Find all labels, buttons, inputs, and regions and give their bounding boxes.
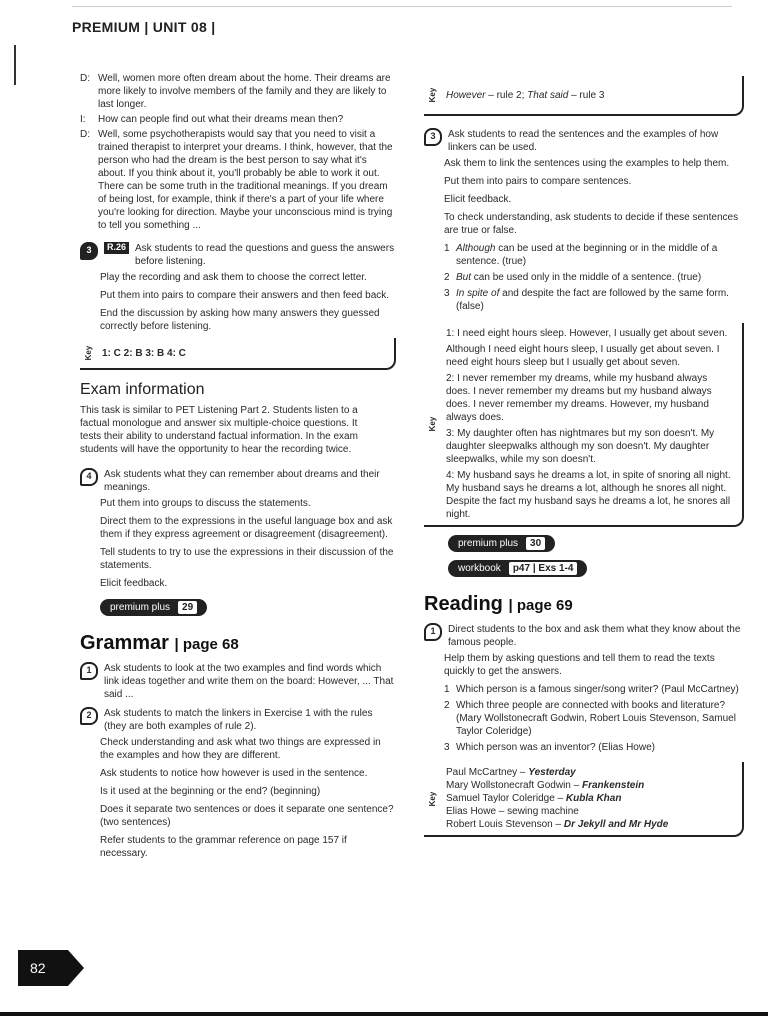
section-page: | page 69 bbox=[508, 597, 573, 614]
step-4 bbox=[80, 468, 396, 494]
step-3 bbox=[80, 242, 396, 268]
list-text: and despite the fact are followed by the same form. (false) bbox=[456, 288, 729, 312]
dialogue-text: How can people find out what their dreams mean then? bbox=[98, 114, 344, 125]
top-rule bbox=[72, 6, 732, 7]
paragraph: End the discussion by asking how many answers they guessed correctly before listening. bbox=[100, 308, 380, 332]
key-line bbox=[446, 805, 734, 818]
list-text: Which person was an inventor? (Elias Howe) bbox=[456, 742, 655, 753]
step-3-right bbox=[424, 128, 744, 154]
section-title: Grammar bbox=[80, 631, 169, 654]
list-item bbox=[444, 741, 744, 754]
right-column bbox=[424, 76, 744, 837]
paragraph: Does it separate two sentences or does it separate one sentence? (two sentences) bbox=[100, 803, 394, 828]
premium-plus-badge bbox=[100, 599, 207, 616]
true-false-list bbox=[424, 242, 744, 313]
key-text: – rule 3 bbox=[568, 89, 605, 101]
step-3-paras bbox=[80, 271, 396, 333]
badges bbox=[424, 531, 744, 581]
page-number bbox=[18, 950, 68, 986]
paragraph: To check understanding, ask students to decide if these sentences are true or false. bbox=[444, 212, 739, 236]
reading-heading bbox=[424, 591, 744, 617]
list-number: 3 bbox=[444, 288, 450, 299]
grammar-heading bbox=[80, 630, 396, 656]
margin-mark bbox=[14, 45, 16, 85]
premium-plus-badge bbox=[448, 535, 555, 552]
reading-step-1 bbox=[424, 623, 744, 649]
step-number: 1 bbox=[424, 623, 442, 641]
key-label: Key bbox=[428, 416, 438, 432]
key-term: That said bbox=[527, 89, 569, 101]
step-3-right-paras bbox=[424, 157, 744, 237]
key-line: 4: My husband says he dreams a lot, in spite of snoring all night. My husband says he dreams a lot, although he snores all night. Despite the fact my husband says he dreams a lot, he snores all night. bbox=[446, 470, 731, 520]
reading-question-list bbox=[424, 683, 744, 754]
step-text: Ask students to read the sentences and the examples of how linkers can be used. bbox=[448, 129, 719, 153]
list-item bbox=[444, 683, 744, 696]
key-term: However bbox=[446, 89, 486, 101]
left-column bbox=[80, 72, 396, 865]
dialogue-line bbox=[80, 113, 396, 126]
step-number: 3 bbox=[80, 242, 98, 260]
list-number: 3 bbox=[444, 742, 450, 753]
step-number: 3 bbox=[424, 128, 442, 146]
paragraph: Check understanding and ask what two things are expressed in the examples and how they are different. bbox=[100, 736, 381, 761]
key-line: 1: I need eight hours sleep. However, I usually get about seven. bbox=[446, 328, 728, 339]
badge-ref: p47 | Exs 1-4 bbox=[509, 562, 578, 575]
paragraph: Help them by asking questions and tell them to read the texts quickly to get the answers. bbox=[444, 653, 715, 677]
section-title: Reading bbox=[424, 593, 503, 615]
key-line: 3: My daughter often has nightmares but my son doesn't. My daughter sleepwalks although my son doesn't. My daughter sleepwalks, while my son doesn't. bbox=[446, 428, 715, 465]
list-item bbox=[444, 271, 744, 284]
key-label: Key bbox=[428, 791, 438, 806]
key-name: Paul McCartney – bbox=[446, 767, 529, 778]
list-number: 1 bbox=[444, 684, 450, 695]
list-term: But bbox=[456, 272, 472, 283]
badge-number: 29 bbox=[178, 601, 197, 614]
bottom-rule bbox=[0, 1012, 768, 1016]
step-number: 2 bbox=[80, 707, 98, 725]
list-text: can be used only in the middle of a sentence. (true) bbox=[471, 272, 702, 283]
badge-label: premium plus bbox=[110, 601, 171, 613]
list-text: Which person is a famous singer/song writer? (Paul McCartney) bbox=[456, 684, 739, 695]
key-answers: 1: C 2: B 3: B 4: C bbox=[102, 347, 186, 359]
key-work: Yesterday bbox=[528, 767, 576, 778]
list-number: 1 bbox=[444, 243, 450, 254]
page-header: PREMIUM | UNIT 08 | bbox=[72, 19, 216, 35]
key-line bbox=[446, 818, 734, 831]
key-work: Frankenstein bbox=[581, 780, 645, 791]
list-text: Which three people are connected with books and literature? (Mary Wollstonecraft Godwin, Robert Louis Stevenson, Samuel Taylor Coleridge) bbox=[456, 700, 736, 737]
paragraph: Play the recording and ask them to choose the correct letter. bbox=[100, 272, 367, 283]
paragraph: Refer students to the grammar reference on page 157 if necessary. bbox=[100, 834, 347, 859]
list-text: can be used at the beginning or in the middle of a sentence. (true) bbox=[456, 243, 718, 267]
key-box-3 bbox=[424, 323, 744, 527]
speaker: D: bbox=[80, 129, 90, 140]
key-line bbox=[446, 766, 734, 779]
dialogue-line bbox=[80, 128, 396, 232]
paragraph: Is it used at the beginning or the end? (beginning) bbox=[100, 785, 321, 797]
page-number-text: 82 bbox=[30, 959, 46, 976]
key-label: Key bbox=[84, 345, 94, 361]
section-page: | page 68 bbox=[174, 635, 239, 653]
step-4-paras bbox=[80, 497, 396, 620]
paragraph: Put them into pairs to compare sentences. bbox=[444, 176, 632, 187]
grammar-step-2 bbox=[80, 707, 396, 733]
key-name: Robert Louis Stevenson – bbox=[446, 819, 564, 830]
workbook-badge bbox=[448, 560, 587, 577]
key-line: Although I need eight hours sleep, I usually get about seven. I need eight hours sleep but I usually get about seven. bbox=[446, 344, 720, 368]
step-number: 4 bbox=[80, 468, 98, 486]
step-text: Ask students to match the linkers in Exercise 1 with the rules (they are both examples of rule 2). bbox=[104, 707, 373, 732]
paragraph: Elicit feedback. bbox=[444, 194, 512, 205]
paragraph: Tell students to try to use the expressions in their discussion of the statements. bbox=[100, 546, 394, 571]
key-work: Kubla Khan bbox=[565, 793, 622, 804]
step-text: Ask students to read the questions and guess the answers before listening. bbox=[135, 243, 395, 267]
badge-label: workbook bbox=[458, 563, 501, 574]
list-number: 2 bbox=[444, 272, 450, 283]
speaker: D: bbox=[80, 73, 90, 84]
list-term: In spite of bbox=[456, 288, 500, 299]
list-item bbox=[444, 242, 744, 268]
key-box-4 bbox=[424, 762, 744, 837]
key-text: – rule 2; bbox=[485, 89, 528, 101]
list-number: 2 bbox=[444, 700, 450, 711]
dialogue-text: Well, women more often dream about the home. Their dreams are more likely to involve members of the family and they are likely to last longer. bbox=[98, 73, 391, 110]
key-line: 2: I never remember my dreams, while my husband always does. I never remember my dreams but my husband always does. I never remember my dreams. However, my husband always does. bbox=[446, 373, 712, 423]
paragraph: Ask them to link the sentences using the examples to help them. bbox=[444, 158, 730, 169]
step-number: 1 bbox=[80, 662, 98, 680]
key-box-2 bbox=[424, 76, 744, 116]
dialogue bbox=[80, 72, 396, 232]
list-item bbox=[444, 287, 744, 313]
speaker: I: bbox=[80, 114, 86, 125]
step-text: Direct students to the box and ask them what they know about the famous people. bbox=[448, 624, 741, 648]
key-label: Key bbox=[428, 87, 438, 103]
key-name: Elias Howe – sewing machine bbox=[446, 806, 579, 817]
paragraph: Put them into groups to discuss the statements. bbox=[100, 497, 311, 509]
badge-number: 30 bbox=[526, 537, 545, 550]
key-work: Dr Jekyll and Mr Hyde bbox=[563, 819, 669, 830]
exam-title: Exam information bbox=[80, 381, 205, 398]
paragraph: Direct them to the expressions in the useful language box and ask them if they express agreement or disagreement (disagreement). bbox=[100, 515, 393, 540]
step-text: Ask students what they can remember about dreams and their meanings. bbox=[104, 468, 380, 493]
key-name: Mary Wollstonecraft Godwin – bbox=[446, 780, 582, 791]
dialogue-line bbox=[80, 72, 396, 111]
key-box-1 bbox=[80, 338, 396, 370]
key-line bbox=[446, 792, 734, 805]
grammar-step-1 bbox=[80, 662, 396, 701]
list-item bbox=[444, 699, 744, 738]
key-name: Samuel Taylor Coleridge – bbox=[446, 793, 566, 804]
dialogue-text: Well, some psychotherapists would say that you need to visit a trained therapist to interpret your dreams. I think, however, that the person who had the dream is the best person to say what it's about. If you think about it, you'll probably be able to work it out. There can be some truth in the traditional meanings. If you dream of being lost, for example, think if there's a part of your life where you're looking for direction. Maybe your unconscious mind is trying to tell you something ... bbox=[98, 129, 393, 231]
step-text: Ask students to look at the two examples and find words which link ideas together and write them on the board: However, ... That said ... bbox=[104, 662, 394, 700]
paragraph: Elicit feedback. bbox=[100, 577, 168, 589]
grammar-step-2-paras bbox=[80, 736, 396, 860]
paragraph: Put them into pairs to compare their answers and then feed back. bbox=[100, 290, 390, 301]
recording-tag: R.26 bbox=[104, 242, 129, 254]
badge-label: premium plus bbox=[458, 538, 519, 549]
paragraph: Ask students to notice how however is used in the sentence. bbox=[100, 767, 368, 779]
key-line bbox=[446, 779, 734, 792]
exam-text: This task is similar to PET Listening Part 2. Students listen to a factual monologue and answer six multiple-choice questions. It tests their ability to understand factual information. In the exam students will have the opportunity to hear the recording twice. bbox=[80, 404, 358, 455]
list-term: Although bbox=[456, 243, 496, 254]
